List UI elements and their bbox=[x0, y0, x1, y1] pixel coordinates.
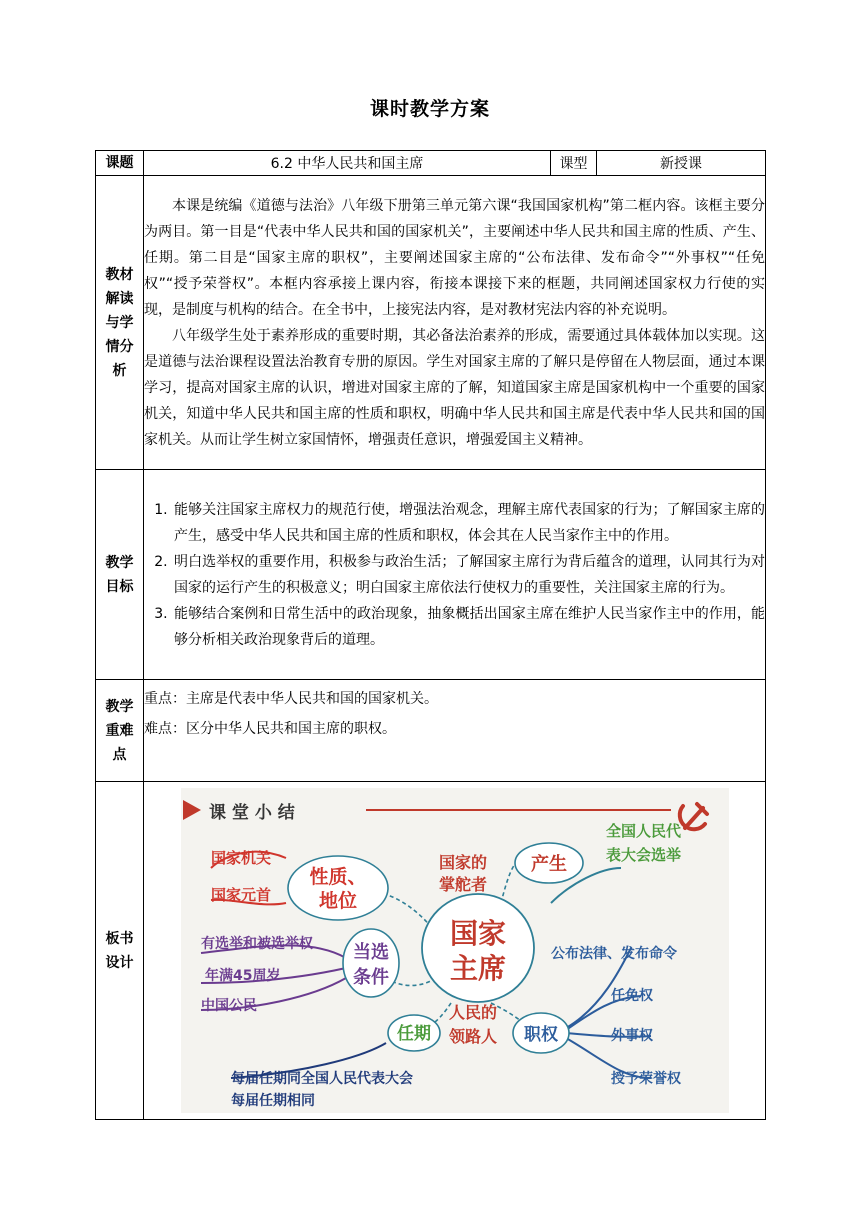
goal-item: 2. 明白选举权的重要作用，积极参与政治生活；了解国家主席行为背后蕴含的道理，认同其行为对国家的运行产生的积极意义；明白国家主席依法行使权力的重要性，关注国家主席的行为。 bbox=[172, 549, 765, 601]
lesson-plan-table bbox=[95, 150, 766, 1120]
cond-item: 有选举和被选举权 bbox=[200, 936, 313, 952]
center-node-line2: 主席 bbox=[449, 952, 506, 985]
page-title: 课时教学方案 bbox=[369, 98, 490, 120]
goals-label: 教学目标 bbox=[96, 470, 144, 680]
nature-node-line1: 性质、 bbox=[308, 866, 367, 888]
type-label: 课型 bbox=[551, 151, 597, 176]
cond-node-line2: 条件 bbox=[352, 967, 389, 988]
cond-item: 年满45周岁 bbox=[204, 968, 280, 984]
keypoints-label: 教学重难点 bbox=[96, 680, 144, 782]
term-text-line1: 每届任期同全国人民代表大会 bbox=[230, 1071, 413, 1087]
keypoints-row bbox=[96, 680, 766, 782]
power-item: 授予荣誉权 bbox=[610, 1071, 681, 1087]
analysis-body bbox=[144, 176, 766, 470]
analysis-paragraph: 本课是统编《道德与法治》八年级下册第三单元第六课“我国国家机构”第二框内容。该框主要分为两目。第一目是“代表中华人民共和国的国家机关”，主要阐述中华人民共和国主席的性质、产生、任期。第二目是“国家主席的职权”，主要阐述国家主席的“公布法律、发布命令”“外事权”“任免权”“授予荣誉权”。本框内容承接上课内容，衔接本课接下来的框题，共同阐述国家权力行使的实现，是制度与机构的结合。在全书中，上接宪法内容，是对教材宪法内容的补充说明。 bbox=[144, 197, 765, 318]
mindmap-heading: 课 堂 小 结 bbox=[208, 803, 295, 823]
goals-row bbox=[96, 470, 766, 680]
term-node: 任期 bbox=[396, 1024, 431, 1044]
nature-item: 国家机关 bbox=[210, 849, 271, 867]
power-item: 任免权 bbox=[610, 988, 653, 1004]
helmsman-line2: 掌舵者 bbox=[438, 875, 487, 894]
nature-item: 国家元首 bbox=[210, 886, 271, 904]
key-point: 重点：主席是代表中华人民共和国的国家机关。 bbox=[144, 691, 438, 707]
power-item: 公布法律、发布命令 bbox=[550, 946, 677, 962]
leader-line2: 领路人 bbox=[448, 1027, 497, 1046]
goal-item: 3. 能够结合案例和日常生活中的政治现象，抽象概括出国家主席在维护人民当家作主中的作用，能够分析相关政治现象背后的道理。 bbox=[172, 601, 765, 653]
cond-node-line1: 当选 bbox=[352, 942, 389, 963]
topic-label: 课题 bbox=[96, 151, 144, 176]
goals-list bbox=[144, 497, 765, 653]
birth-node: 产生 bbox=[530, 854, 567, 875]
analysis-row bbox=[96, 176, 766, 470]
header-row bbox=[96, 151, 766, 176]
topic-value: 6.2 中华人民共和国主席 bbox=[144, 151, 551, 176]
helmsman-line1: 国家的 bbox=[438, 853, 487, 872]
goals-body bbox=[144, 470, 766, 680]
type-value: 新授课 bbox=[597, 151, 766, 176]
difficult-point: 难点：区分中华人民共和国主席的职权。 bbox=[144, 721, 396, 737]
power-item: 外事权 bbox=[610, 1028, 653, 1044]
nature-node-line2: 地位 bbox=[318, 890, 357, 912]
center-node-line1: 国家 bbox=[449, 917, 506, 950]
keypoints-body bbox=[144, 680, 766, 782]
term-text-line2: 每届任期相同 bbox=[230, 1093, 315, 1109]
goal-item: 1. 能够关注国家主席权力的规范行使，增强法治观念，理解主席代表国家的行为；了解国家主席的产生，感受中华人民共和国主席的性质和职权，体会其在人民当家作主中的作用。 bbox=[172, 497, 765, 549]
power-node: 职权 bbox=[523, 1025, 558, 1045]
cond-item: 中国公民 bbox=[200, 998, 257, 1014]
board-label: 板书设计 bbox=[96, 782, 144, 1120]
birth-text-line1: 全国人民代 bbox=[605, 822, 681, 840]
analysis-paragraph: 八年级学生处于素养形成的重要时期，其必备法治素养的形成，需要通过具体载体加以实现。这是道德与法治课程设置法治教育专册的原因。学生对国家主席的了解只是停留在人物层面，通过本课学习，提高对国家主席的认识，增进对国家主席的了解，知道国家主席是国家机构中一个重要的国家机关，知道中华人民共和国主席的性质和职权，明确中华人民共和国主席是代表中华人民共和国的国家机关。从而让学生树立家国情怀，增强责任意识，增强爱国主义精神。 bbox=[144, 327, 765, 448]
mindmap-image bbox=[181, 788, 729, 1113]
board-body bbox=[144, 782, 766, 1120]
analysis-label: 教材解读与学情分析 bbox=[96, 176, 144, 470]
birth-text-line2: 表大会选举 bbox=[605, 846, 681, 864]
board-row bbox=[96, 782, 766, 1120]
leader-line1: 人民的 bbox=[448, 1003, 497, 1022]
